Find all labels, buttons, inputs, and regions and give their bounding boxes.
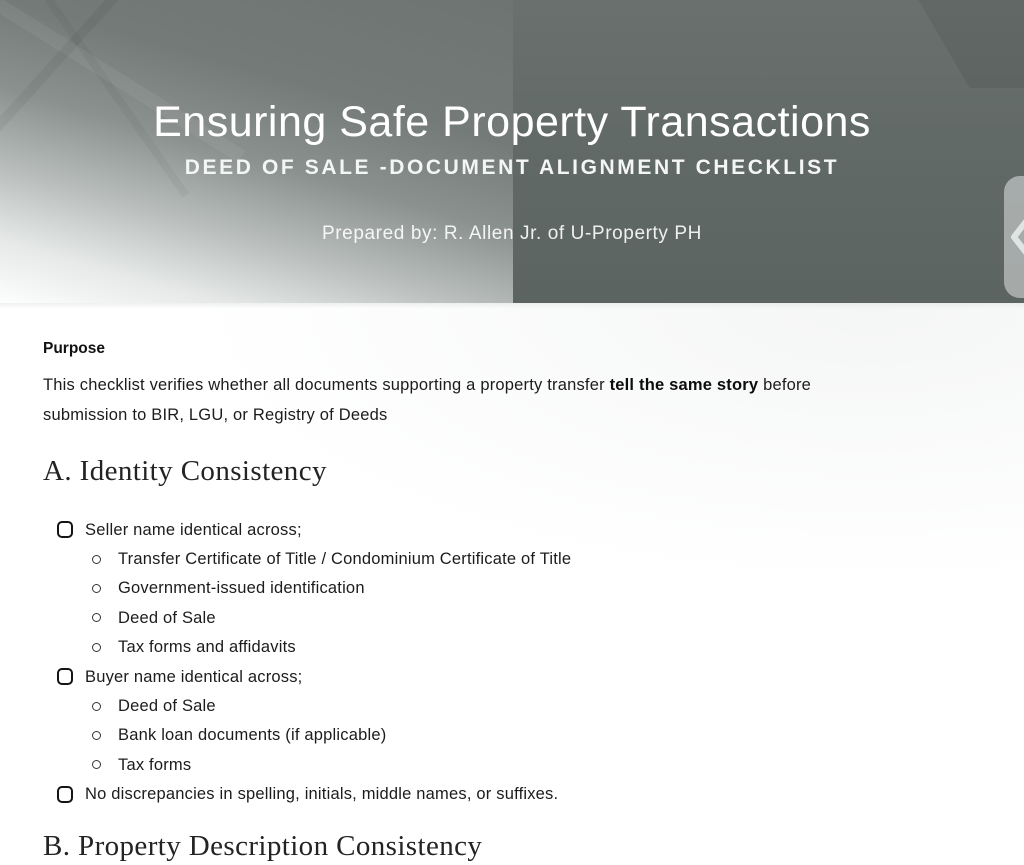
purpose-heading: Purpose: [43, 340, 106, 357]
slide-header: [0, 0, 1024, 303]
circle-bullet-icon: [92, 584, 101, 593]
checklist-item-label: Tax forms: [118, 755, 192, 774]
checklist-item-label: Deed of Sale: [118, 608, 216, 627]
hero-text-block: [0, 0, 1024, 246]
circle-bullet-icon: [92, 555, 101, 564]
circle-bullet-icon: [92, 643, 101, 652]
checklist-subitem: [43, 633, 964, 662]
checklist-item: [43, 780, 964, 809]
section-heading-a: A. Identity Consistency: [43, 455, 327, 487]
checklist-subitem: [43, 691, 964, 720]
slide-title: Ensuring Safe Property Transactions: [153, 98, 871, 146]
purpose-text-bold: tell the same story: [609, 376, 759, 394]
chevron-left-icon: [1009, 214, 1024, 260]
checklist-item-label: Seller name identical across;: [85, 520, 302, 539]
document-body: [0, 303, 1024, 865]
circle-bullet-icon: [92, 760, 101, 769]
circle-bullet-icon: [92, 613, 101, 622]
checkbox[interactable]: [57, 786, 73, 803]
checklist-item: [43, 662, 964, 691]
checklist-subitem: [43, 750, 964, 779]
checkbox[interactable]: [57, 521, 73, 538]
purpose-paragraph: [43, 370, 964, 430]
circle-bullet-icon: [92, 731, 101, 740]
checklist-subitem: [43, 544, 964, 573]
checklist-item-label: Deed of Sale: [118, 697, 216, 716]
checklist-subitem: [43, 603, 964, 632]
checkbox[interactable]: [57, 668, 73, 685]
checklist-item-label: No discrepancies in spelling, initials, middle names, or suffixes.: [85, 785, 559, 804]
checklist-item: [43, 515, 964, 544]
checklist-subitem: [43, 721, 964, 750]
checklist-item-label: Government-issued identification: [118, 579, 365, 598]
section-heading-b: B. Property Description Consistency: [43, 829, 483, 862]
checklist-item-label: Buyer name identical across;: [85, 667, 303, 686]
purpose-text-part: submission to BIR, LGU, or Registry of Deeds: [43, 406, 388, 424]
checklist-item-label: Tax forms and affidavits: [118, 638, 296, 657]
purpose-text-part: before: [758, 376, 812, 394]
slide-subtitle: DEED OF SALE -DOCUMENT ALIGNMENT CHECKLIST: [184, 156, 840, 179]
checklist-section-a: [43, 515, 964, 809]
checklist-subitem: [43, 574, 964, 603]
checklist-item-label: Bank loan documents (if applicable): [118, 726, 387, 745]
circle-bullet-icon: [92, 702, 101, 711]
checklist-item-label: Transfer Certificate of Title / Condominium Certificate of Title: [118, 550, 572, 569]
prepared-by-text: Prepared by: R. Allen Jr. of U-Property PH: [321, 223, 702, 244]
prev-page-button[interactable]: [1004, 176, 1024, 298]
purpose-text-part: This checklist verifies whether all documents supporting a property transfer: [43, 376, 610, 394]
